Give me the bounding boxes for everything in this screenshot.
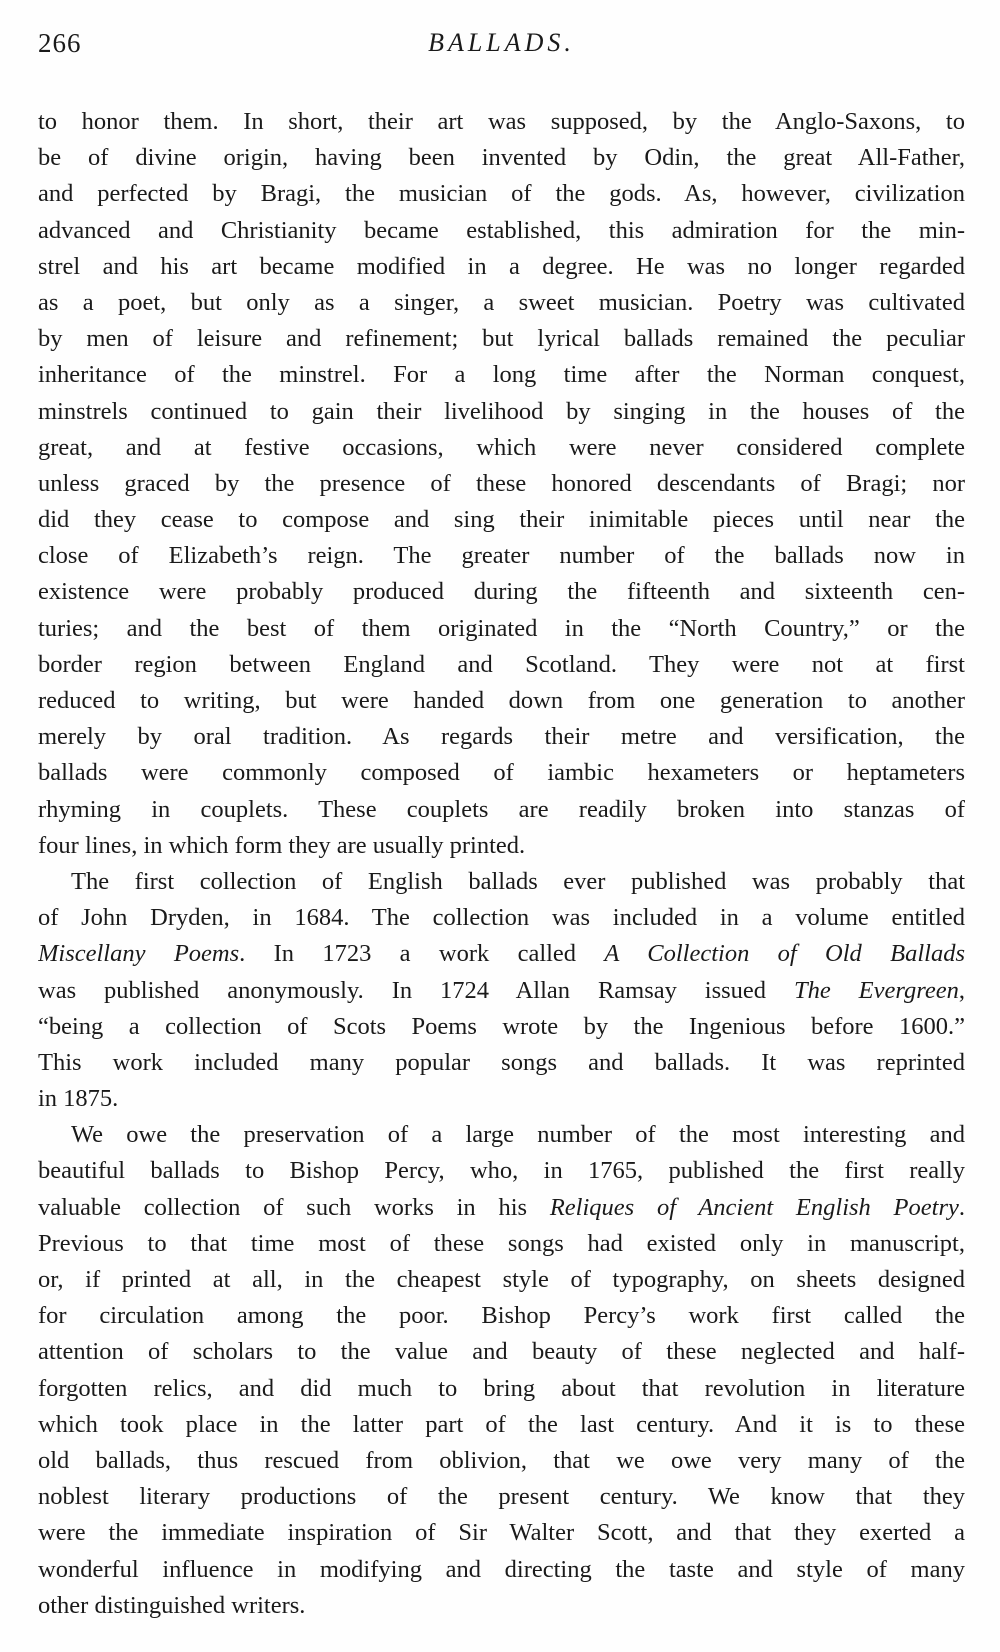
text-segment: rhyming in couplets. These couplets are readily broken into stanzas of <box>38 795 965 823</box>
text-line <box>38 104 965 140</box>
text-line <box>38 249 965 285</box>
page-body <box>38 104 965 1624</box>
text-segment: “being a collection of Scots Poems wrote by the Ingenious before 1600.” <box>38 1012 965 1040</box>
text-segment: We owe the preservation of a large number of the most interesting and <box>71 1121 965 1149</box>
text-segment: four lines, in which form they are usually printed. <box>38 831 526 859</box>
text-line <box>38 574 965 610</box>
text-segment: merely by oral tradition. As regards their metre and versification, the <box>38 723 965 751</box>
text-line <box>38 683 965 719</box>
text-segment: and perfected by Bragi, the musician of the gods. As, however, civilization <box>38 180 965 208</box>
paragraph <box>38 1117 965 1624</box>
text-line <box>38 1371 965 1407</box>
text-line <box>38 755 965 791</box>
text-segment: Previous to that time most of these songs had existed only in manuscript, <box>38 1229 965 1257</box>
text-segment: close of Elizabeth’s reign. The greater number of the ballads now in <box>38 542 965 570</box>
text-line <box>38 647 965 683</box>
text-line <box>38 1479 965 1515</box>
italic-text-segment: Reliques of Ancient English Poetry <box>549 1193 959 1221</box>
text-line <box>38 466 965 502</box>
text-line <box>38 1298 965 1334</box>
paragraph <box>38 864 965 1117</box>
text-line <box>38 321 965 357</box>
text-segment: reduced to writing, but were handed down from one generation to another <box>38 687 965 714</box>
text-line <box>38 1009 965 1045</box>
text-segment: valuable collection of such works in his <box>38 1193 550 1221</box>
text-segment: as a poet, but only as a singer, a sweet musician. Poetry was cultivated <box>38 288 965 316</box>
text-segment: border region between England and Scotland. They were not at first <box>38 650 965 678</box>
text-segment: wonderful influence in modifying and directing the taste and style of many <box>38 1555 965 1583</box>
text-segment: to honor them. In short, their art was supposed, by the Anglo-Saxons, to <box>38 108 965 135</box>
text-segment: noblest literary productions of the present century. We know that they <box>38 1483 965 1511</box>
text-segment: old ballads, thus rescued from oblivion, that we owe very many of the <box>38 1446 965 1474</box>
text-segment: was published anonymously. In 1724 Allan Ramsay issued <box>38 976 794 1004</box>
text-segment: ballads were commonly composed of iambic hexameters or heptameters <box>38 759 965 787</box>
text-line <box>38 502 965 538</box>
text-segment: in 1875. <box>38 1085 119 1113</box>
page-header <box>38 28 965 68</box>
italic-text-segment: The Evergreen <box>793 976 959 1004</box>
text-segment: forgotten relics, and did much to bring about that revolution in literature <box>38 1374 965 1402</box>
text-segment: were the immediate inspiration of Sir Walter Scott, and that they exerted a <box>38 1519 965 1547</box>
text-line <box>38 611 965 647</box>
text-segment: did they cease to compose and sing their inimitable pieces until near the <box>38 506 965 534</box>
text-line <box>38 1407 965 1443</box>
italic-text-segment: A Collection of Old Ballads <box>604 940 965 968</box>
text-line <box>38 1515 965 1551</box>
text-line <box>38 1552 965 1588</box>
text-line <box>38 719 965 755</box>
text-segment: for circulation among the poor. Bishop Percy’s work first called the <box>38 1302 965 1330</box>
text-line <box>38 1443 965 1479</box>
text-segment: , <box>958 976 965 1004</box>
text-line <box>38 792 965 828</box>
text-line <box>38 357 965 393</box>
text-line <box>38 176 965 212</box>
text-segment: beautiful ballads to Bishop Percy, who, in 1765, published the first really <box>38 1157 965 1185</box>
text-line <box>38 828 965 864</box>
page-number: 266 <box>38 28 82 58</box>
text-segment: great, and at festive occasions, which were never considered complete <box>38 433 965 461</box>
italic-text-segment: Miscellany Poems <box>38 940 240 968</box>
text-segment: advanced and Christianity became established, this admiration for the min- <box>38 216 965 244</box>
text-line <box>38 1190 965 1226</box>
text-line <box>38 538 965 574</box>
text-line <box>38 936 965 972</box>
text-segment: which took place in the latter part of the last century. And it is to these <box>38 1410 965 1438</box>
text-line <box>38 1045 965 1081</box>
text-segment: unless graced by the presence of these honored descendants of Bragi; nor <box>38 469 965 497</box>
text-line <box>38 1081 965 1117</box>
paragraph <box>38 104 965 864</box>
text-segment: minstrels continued to gain their livelihood by singing in the houses of the <box>38 397 965 425</box>
text-line <box>38 394 965 430</box>
text-line <box>38 430 965 466</box>
text-line <box>38 1153 965 1189</box>
text-segment: turies; and the best of them originated in the “North Country,” or the <box>38 614 965 642</box>
text-line <box>38 973 965 1009</box>
text-segment: of John Dryden, in 1684. The collection was included in a volume entitled <box>38 904 965 932</box>
text-line <box>38 864 965 900</box>
text-segment: inheritance of the minstrel. For a long time after the Norman conquest, <box>38 361 965 389</box>
text-line <box>38 140 965 176</box>
text-segment: . In 1723 a work called <box>239 940 605 968</box>
text-segment: The first collection of English ballads ever published was probably that <box>71 867 965 895</box>
text-segment: by men of leisure and refinement; but lyrical ballads remained the peculiar <box>38 325 965 353</box>
text-segment: attention of scholars to the value and beauty of these neglected and half- <box>38 1338 965 1366</box>
text-line <box>38 285 965 321</box>
text-line <box>38 1588 965 1624</box>
text-segment: other distinguished writers. <box>38 1591 306 1619</box>
text-segment: This work included many popular songs and ballads. It was reprinted <box>38 1048 965 1076</box>
text-line <box>38 1334 965 1370</box>
text-segment: existence were probably produced during the fifteenth and sixteenth cen- <box>38 578 965 606</box>
text-line <box>38 213 965 249</box>
text-line <box>38 1117 965 1153</box>
text-line <box>38 900 965 936</box>
text-segment: . <box>958 1193 965 1221</box>
text-line <box>38 1226 965 1262</box>
text-segment: be of divine origin, having been invented by Odin, the great All-Father, <box>38 144 965 172</box>
text-segment: or, if printed at all, in the cheapest style of typography, on sheets designed <box>38 1266 965 1293</box>
text-segment: strel and his art became modified in a degree. He was no longer regarded <box>38 252 965 280</box>
text-line <box>38 1262 965 1298</box>
running-head-title: BALLADS. <box>428 28 575 57</box>
